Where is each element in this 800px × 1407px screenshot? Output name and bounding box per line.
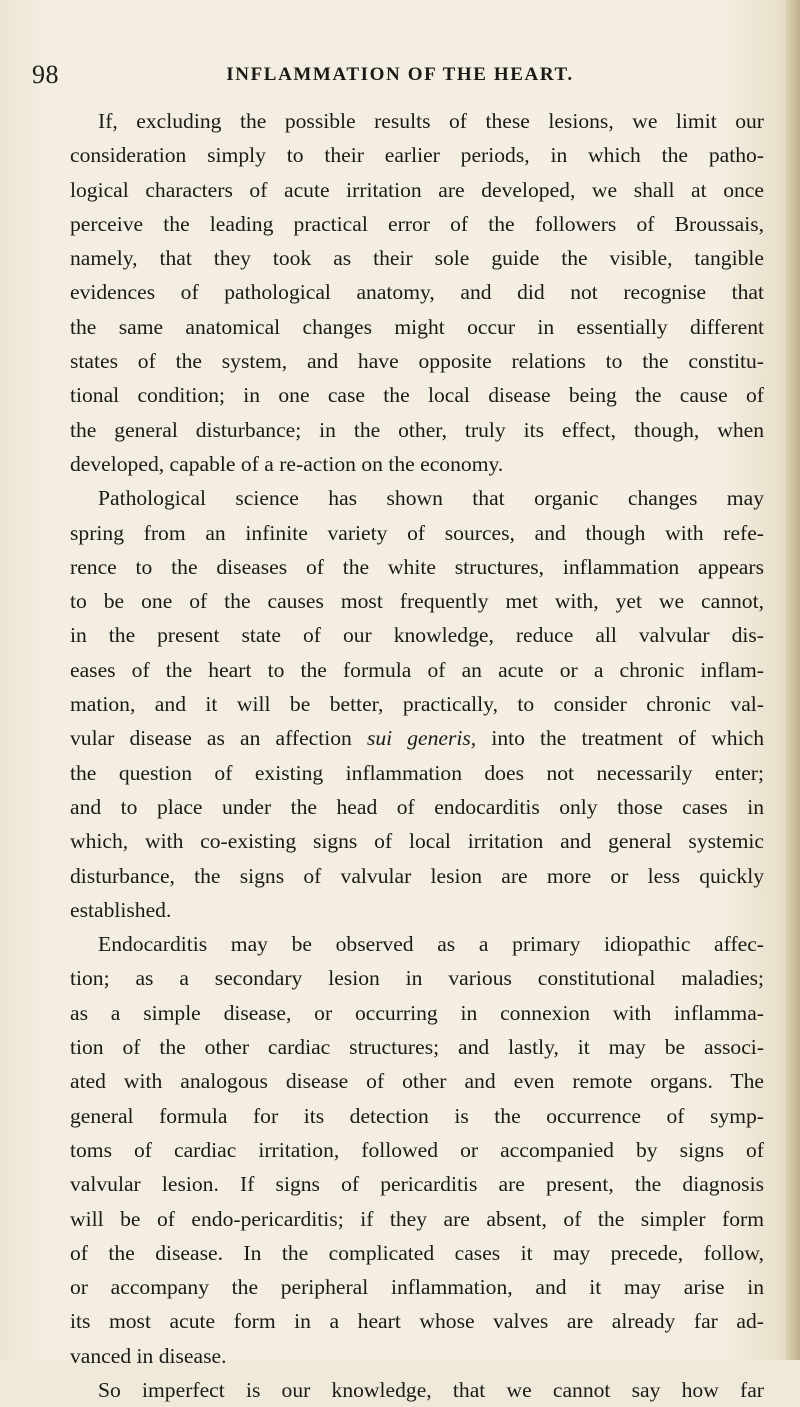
text-line: and to place under the head of endocarditis only those cases in	[70, 794, 764, 819]
text-line: established.	[70, 897, 172, 922]
text-line: the general disturbance; in the other, truly its effect, though, when	[70, 417, 764, 442]
text-line: in the present state of our knowledge, reduce all valvular dis-	[70, 623, 764, 648]
body-text	[70, 104, 764, 1407]
page-header	[0, 50, 800, 90]
text-line: spring from an infinite variety of sources, and though with refe-	[70, 520, 764, 545]
text-line: general formula for its detection is the occurrence of symp-	[70, 1103, 764, 1128]
text-line: evidences of pathological anatomy, and did not recognise that	[70, 280, 764, 305]
text-line: logical characters of acute irritation are developed, we shall at once	[70, 177, 764, 202]
text-line: If, excluding the possible results of these lesions, we limit our	[98, 109, 764, 133]
text-line: So imperfect is our knowledge, that we cannot say how far	[98, 1377, 764, 1402]
running-head: INFLAMMATION OF THE HEART.	[226, 64, 574, 85]
text-line: vanced in disease.	[70, 1343, 227, 1368]
text-line: consideration simply to their earlier periods, in which the patho-	[70, 143, 764, 168]
text-line: mation, and it will be better, practically, to consider chronic val-	[70, 692, 764, 717]
text-line: the question of existing inflammation does not necessarily enter;	[70, 760, 764, 785]
text-line: to be one of the causes most frequently met with, yet we cannot,	[70, 589, 764, 614]
text-line: namely, that they took as their sole guide the visible, tangible	[70, 246, 764, 271]
text-line: perceive the leading practical error of the followers of Broussais,	[70, 211, 764, 236]
text-line: its most acute form in a heart whose valves are already far ad-	[70, 1309, 764, 1334]
text-line: which, with co-existing signs of local irritation and general systemic	[70, 829, 764, 854]
text-line: as a simple disease, or occurring in connexion with inflamma-	[70, 1000, 764, 1025]
text-line: tional condition; in one case the local disease being the cause of	[70, 383, 764, 408]
text-line: toms of cardiac irritation, followed or accompanied by signs of	[70, 1137, 764, 1162]
text-line: the same anatomical changes might occur in essentially different	[70, 314, 764, 339]
text-line: tion of the other cardiac structures; and lastly, it may be associ-	[70, 1035, 764, 1060]
text-line: of the disease. In the complicated cases it may precede, follow,	[70, 1240, 764, 1265]
italic-phrase: sui generis,	[366, 726, 477, 751]
page-edge	[786, 0, 800, 1360]
text-line: ated with analogous disease of other and even remote organs. The	[70, 1069, 764, 1094]
text-line: rence to the diseases of the white structures, inflammation appears	[70, 554, 764, 579]
text-line: Endocarditis may be observed as a primary idiopathic affec-	[98, 932, 764, 957]
page-number: 98	[32, 60, 59, 89]
text-line: Pathological science has shown that organic changes may	[98, 486, 764, 511]
text-line: or accompany the peripheral inflammation, and it may arise in	[70, 1275, 764, 1300]
text-line: vular disease as an affection sui generis, into the treatment of which	[70, 726, 764, 751]
text-line: valvular lesion. If signs of pericarditis are present, the diagnosis	[70, 1172, 764, 1197]
text-line: tion; as a secondary lesion in various constitutional maladies;	[70, 966, 764, 991]
text-line: states of the system, and have opposite relations to the constitu-	[70, 349, 764, 374]
text-line: eases of the heart to the formula of an acute or a chronic inflam-	[70, 657, 764, 682]
text-line: developed, capable of a re-action on the economy.	[70, 451, 504, 476]
text-line: disturbance, the signs of valvular lesion are more or less quickly	[70, 863, 764, 888]
text-line: will be of endo-pericarditis; if they are absent, of the simpler form	[70, 1206, 764, 1231]
